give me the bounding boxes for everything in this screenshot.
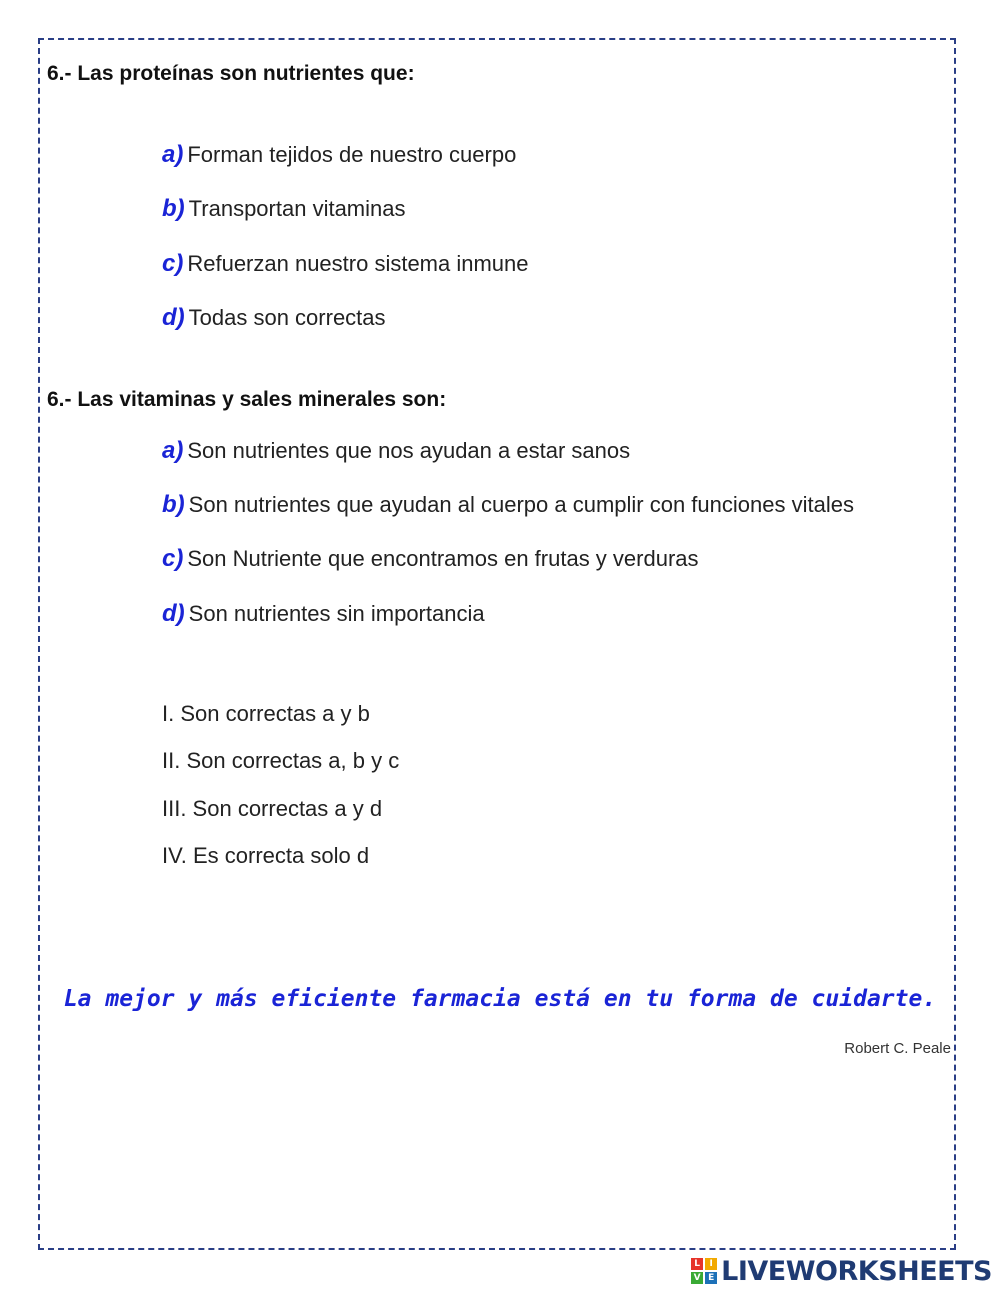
question-1-title: 6.- Las proteínas son nutrientes que:	[47, 62, 415, 85]
combination-2[interactable]: II. Son correctas a, b y c	[162, 748, 400, 773]
option-text: Refuerzan nuestro sistema inmune	[187, 251, 529, 276]
q2-option-d[interactable]	[162, 600, 485, 628]
option-text: Forman tejidos de nuestro cuerpo	[187, 142, 517, 167]
combination-4[interactable]: IV. Es correcta solo d	[162, 843, 370, 868]
logo-squares-icon	[691, 1258, 717, 1284]
logo-square-v: V	[691, 1272, 703, 1284]
option-letter: a)	[162, 141, 184, 168]
combination-3[interactable]: III. Son correctas a y d	[162, 796, 383, 821]
q1-option-c[interactable]	[162, 250, 529, 278]
option-text: Son Nutriente que encontramos en frutas y verduras	[187, 546, 699, 571]
option-letter: b)	[162, 491, 185, 518]
option-text: Todas son correctas	[188, 305, 386, 330]
q2-option-a[interactable]	[162, 437, 630, 465]
combination-1[interactable]: I. Son correctas a y b	[162, 701, 370, 726]
q1-option-b[interactable]	[162, 195, 406, 223]
q2-option-c[interactable]	[162, 545, 699, 573]
option-text: Son nutrientes que nos ayudan a estar sanos	[187, 438, 631, 463]
q2-option-b[interactable]	[162, 491, 854, 519]
option-letter: a)	[162, 437, 184, 464]
logo-square-e: E	[705, 1272, 717, 1284]
option-text: Transportan vitaminas	[188, 196, 406, 221]
q1-option-d[interactable]	[162, 304, 386, 332]
question-2-title: 6.- Las vitaminas y sales minerales son:	[47, 388, 447, 411]
option-letter: c)	[162, 545, 184, 572]
logo-text: LIVEWORKSHEETS	[721, 1255, 992, 1287]
option-text: Son nutrientes sin importancia	[188, 601, 485, 626]
quote-author: Robert C. Peale	[844, 1040, 951, 1057]
logo-square-l: L	[691, 1258, 703, 1270]
liveworksheets-logo	[691, 1254, 992, 1288]
logo-square-i: I	[705, 1258, 717, 1270]
quote-text: La mejor y más eficiente farmacia está en tu forma de cuidarte.	[63, 986, 937, 1012]
option-text: Son nutrientes que ayudan al cuerpo a cumplir con funciones vitales	[188, 492, 854, 517]
option-letter: c)	[162, 250, 184, 277]
option-letter: b)	[162, 195, 185, 222]
q1-option-a[interactable]	[162, 141, 516, 169]
option-letter: d)	[162, 600, 185, 627]
option-letter: d)	[162, 304, 185, 331]
